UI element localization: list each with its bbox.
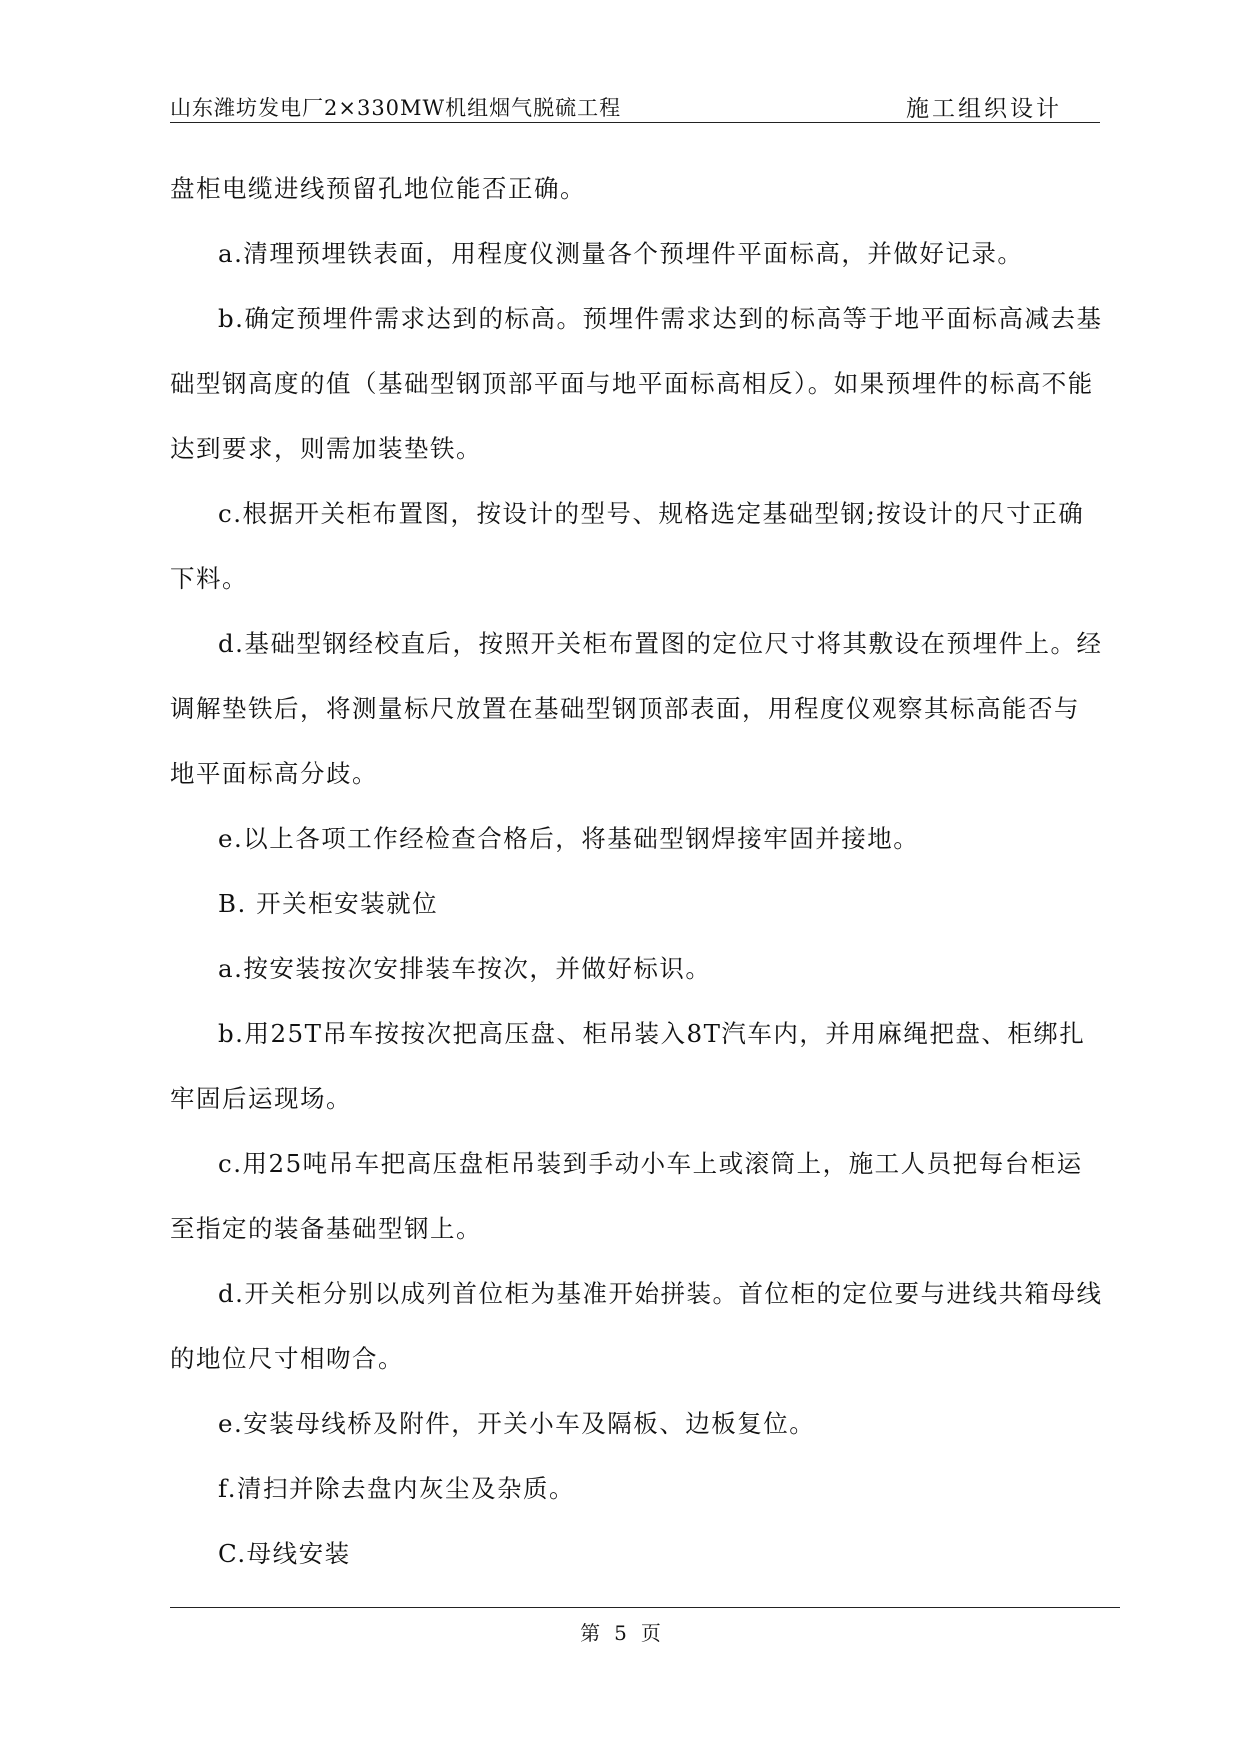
section-heading: B. 开关柜安装就位 xyxy=(218,889,439,918)
body-line: b.用25T吊车按按次把高压盘、柜吊装入8T汽车内，并用麻绳把盘、柜绑扎 xyxy=(218,1019,1086,1048)
body-line: e.安装母线桥及附件，开关小车及隔板、边板复位。 xyxy=(218,1409,816,1438)
body-line: 达到要求，则需加装垫铁。 xyxy=(170,434,482,463)
body-line: c.用25吨吊车把高压盘柜吊装到手动小车上或滚筒上，施工人员把每台柜运 xyxy=(218,1149,1083,1178)
footer-prefix: 第 xyxy=(580,1621,601,1645)
body-line: 至指定的装备基础型钢上。 xyxy=(170,1214,482,1243)
body-line: 调解垫铁后，将测量标尺放置在基础型钢顶部表面，用程度仪观察其标高能否与 xyxy=(170,694,1080,723)
page-footer xyxy=(0,1617,1241,1646)
header-document-type: 施工组织设计 xyxy=(906,96,1062,122)
document-body xyxy=(170,156,1120,1586)
body-line: a.清理预埋铁表面，用程度仪测量各个预埋件平面标高，并做好记录。 xyxy=(218,239,1024,268)
body-line: b.确定预埋件需求达到的标高。预埋件需求达到的标高等于地平面标高减去基 xyxy=(218,304,1103,333)
page-header xyxy=(170,88,1100,123)
body-line: c.根据开关柜布置图，按设计的型号、规格选定基础型钢;按设计的尺寸正确 xyxy=(218,499,1085,528)
page-number: 5 xyxy=(614,1621,627,1645)
body-line: 盘柜电缆进线预留孔地位能否正确。 xyxy=(170,174,586,203)
body-line: 牢固后运现场。 xyxy=(170,1084,352,1113)
body-line: 地平面标高分歧。 xyxy=(170,759,378,788)
body-line: f.清扫并除去盘内灰尘及杂质。 xyxy=(218,1474,575,1503)
body-line: d.基础型钢经校直后，按照开关柜布置图的定位尺寸将其敷设在预埋件上。经 xyxy=(218,629,1103,658)
header-project-title: 山东潍坊发电厂2×330MW机组烟气脱硫工程 xyxy=(170,96,622,120)
body-line: e.以上各项工作经检查合格后，将基础型钢焊接牢固并接地。 xyxy=(218,824,920,853)
footer-suffix: 页 xyxy=(640,1621,661,1645)
footer-divider xyxy=(170,1607,1120,1608)
body-line: d.开关柜分别以成列首位柜为基准开始拼装。首位柜的定位要与进线共箱母线 xyxy=(218,1279,1103,1308)
body-line: 础型钢高度的值（基础型钢顶部平面与地平面标高相反）。如果预埋件的标高不能 xyxy=(170,369,1094,398)
body-line: 下料。 xyxy=(170,564,248,593)
section-heading: C.母线安装 xyxy=(218,1539,351,1568)
body-line: a.按安装按次安排装车按次，并做好标识。 xyxy=(218,954,712,983)
body-line: 的地位尺寸相吻合。 xyxy=(170,1344,404,1373)
